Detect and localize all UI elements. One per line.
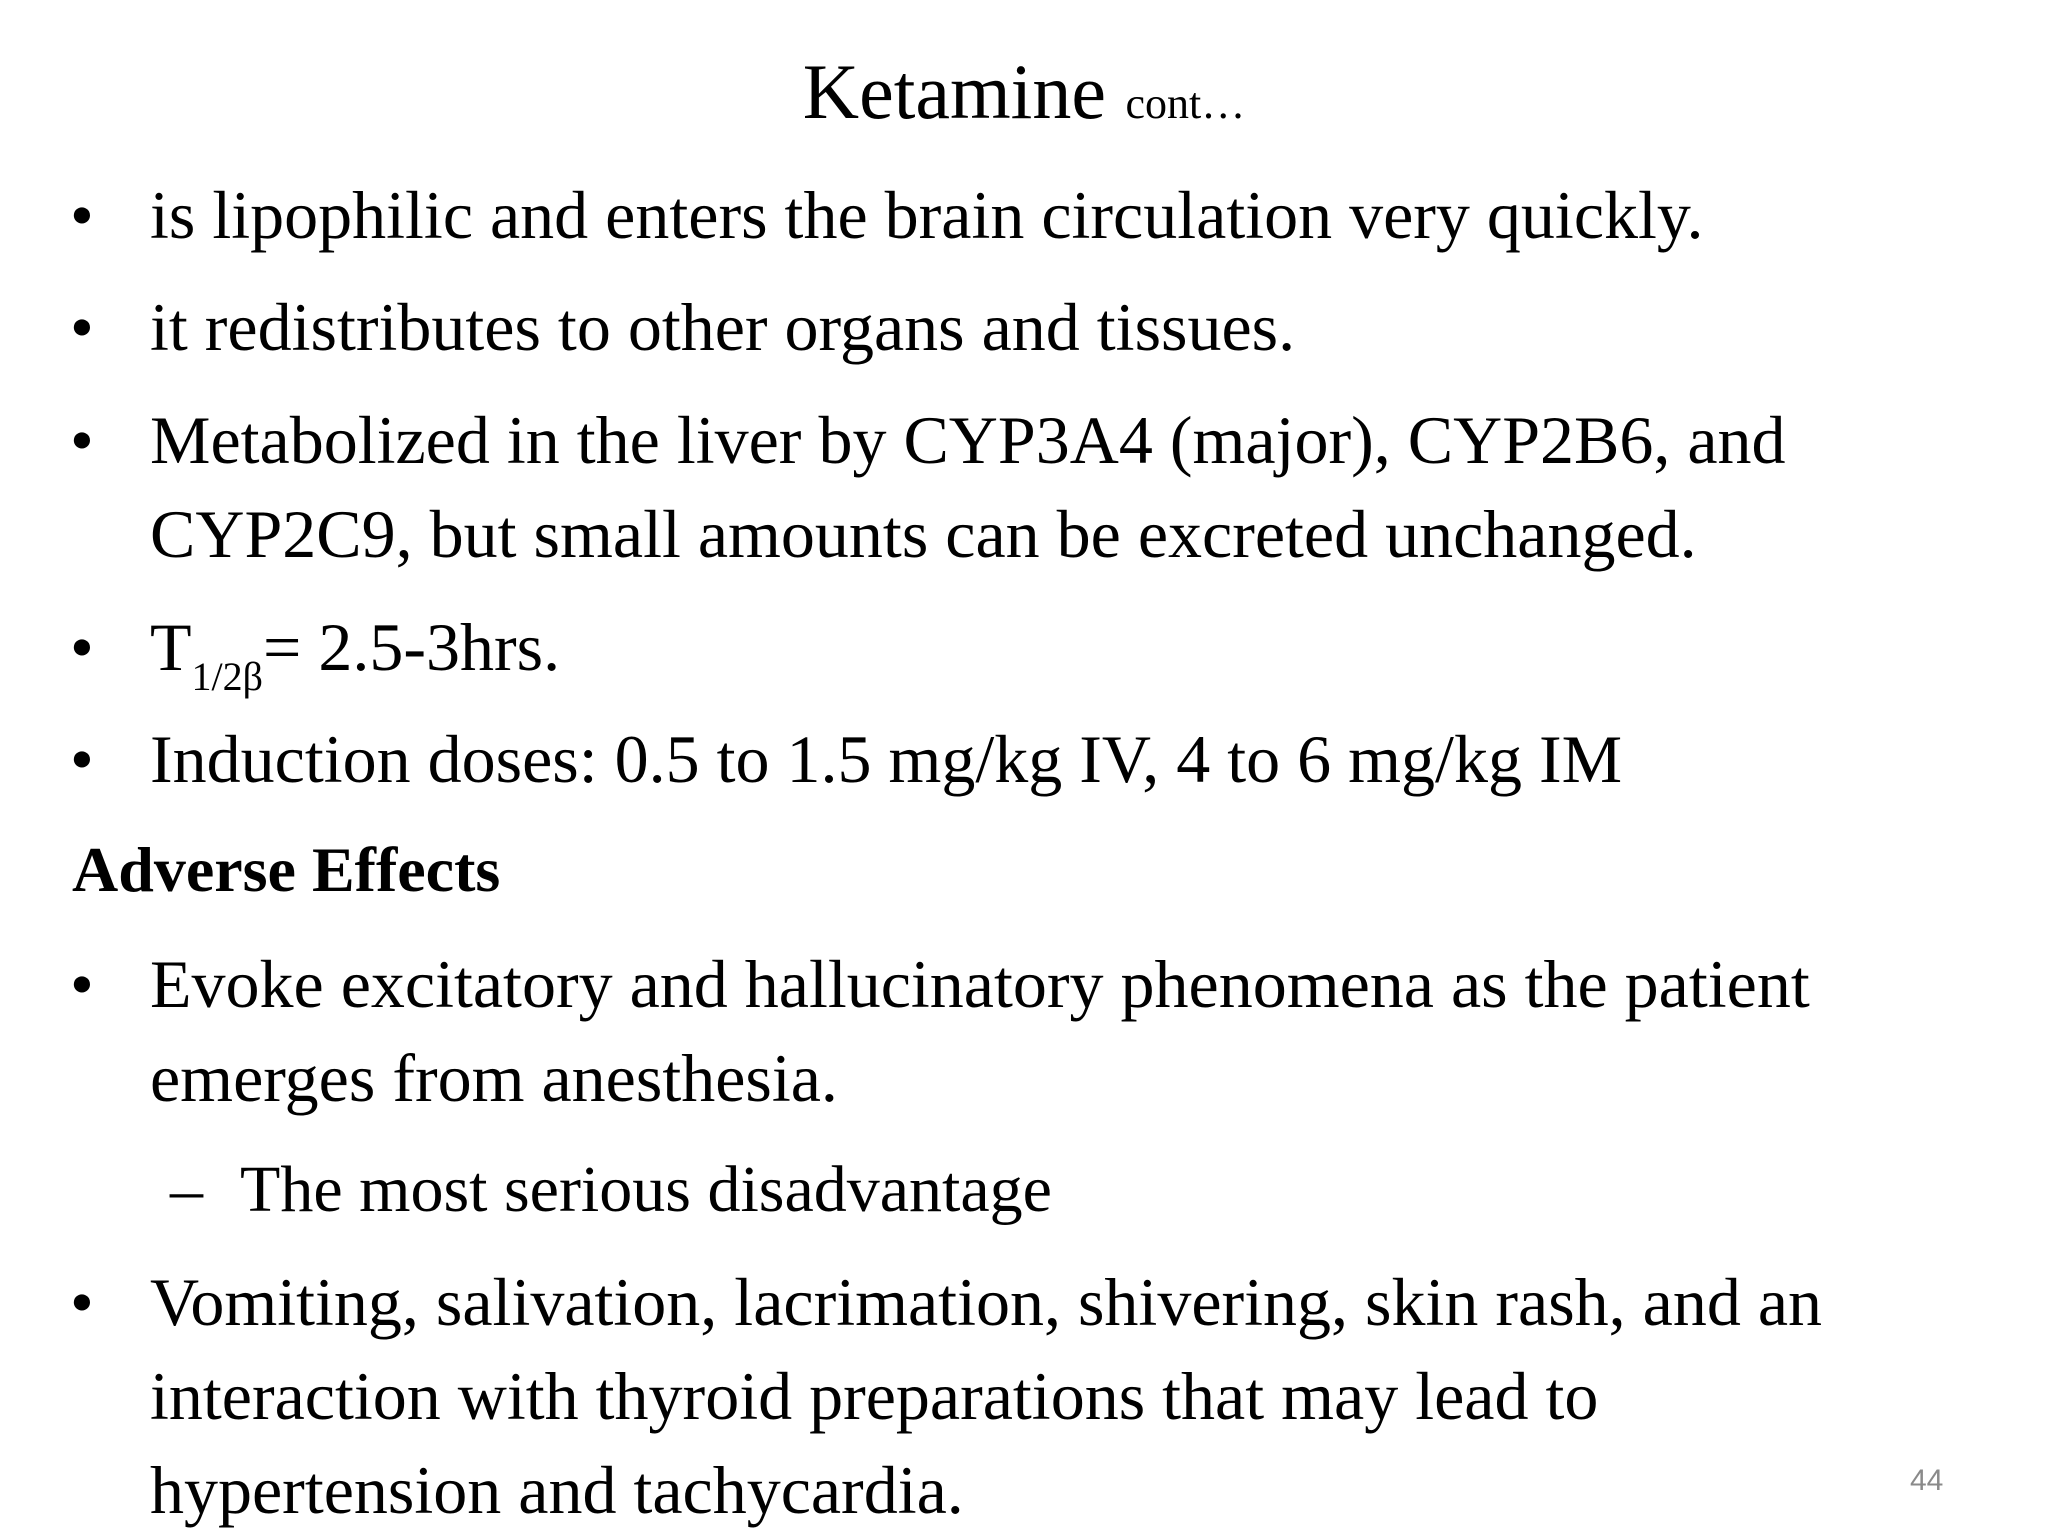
bullet-text: Metabolized in the liver by CYP3A4 (major), CYP2B6, and CYP2C9, but small amounts can be excreted unchanged. bbox=[150, 402, 1786, 572]
bullet-text: is lipophilic and enters the brain circulation very quickly. bbox=[150, 177, 1704, 253]
bullet-dot: • bbox=[70, 721, 94, 797]
bullet-excitatory bbox=[70, 937, 1910, 1125]
bullet-dot: • bbox=[70, 1264, 94, 1340]
bullet-dot: • bbox=[70, 609, 94, 685]
slide-title bbox=[0, 44, 2048, 152]
bullet-text: Evoke excitatory and hallucinatory phenomena as the patient emerges from anesthesia. bbox=[150, 946, 1810, 1116]
page-number: 44 bbox=[1910, 1464, 1944, 1497]
bullet-dot: • bbox=[70, 177, 94, 253]
title-main: Ketamine bbox=[802, 48, 1106, 135]
bullet-induction bbox=[70, 712, 1950, 806]
bullet-text: it redistributes to other organs and tissues. bbox=[150, 289, 1296, 365]
sub-bullet-disadvantage bbox=[170, 1143, 1052, 1237]
bullet-dot: • bbox=[70, 402, 94, 478]
title-suffix: cont… bbox=[1125, 79, 1246, 128]
half-life-value: = 2.5-3hrs. bbox=[263, 609, 561, 685]
adverse-effects-heading: Adverse Effects bbox=[72, 834, 501, 905]
bullet-lipophilic bbox=[70, 168, 1950, 262]
half-life-subscript: 1/2β bbox=[191, 654, 264, 699]
bullet-dot: • bbox=[70, 289, 94, 365]
bullet-vomiting bbox=[70, 1255, 1910, 1537]
bullet-text: Vomiting, salivation, lacrimation, shivering, skin rash, and an interaction with thyroid preparations that may lead to hypertension and tachycardia. bbox=[150, 1264, 1823, 1528]
bullet-redistributes bbox=[70, 280, 1950, 374]
bullet-half-life bbox=[70, 600, 1950, 699]
sub-bullet-text: The most serious disadvantage bbox=[240, 1153, 1052, 1226]
bullet-metabolized bbox=[70, 393, 1910, 581]
half-life-symbol: T bbox=[150, 609, 192, 685]
dash-glyph: – bbox=[170, 1153, 203, 1226]
bullet-text: Induction doses: 0.5 to 1.5 mg/kg IV, 4 to 6 mg/kg IM bbox=[150, 721, 1623, 797]
bullet-dot: • bbox=[70, 946, 94, 1022]
